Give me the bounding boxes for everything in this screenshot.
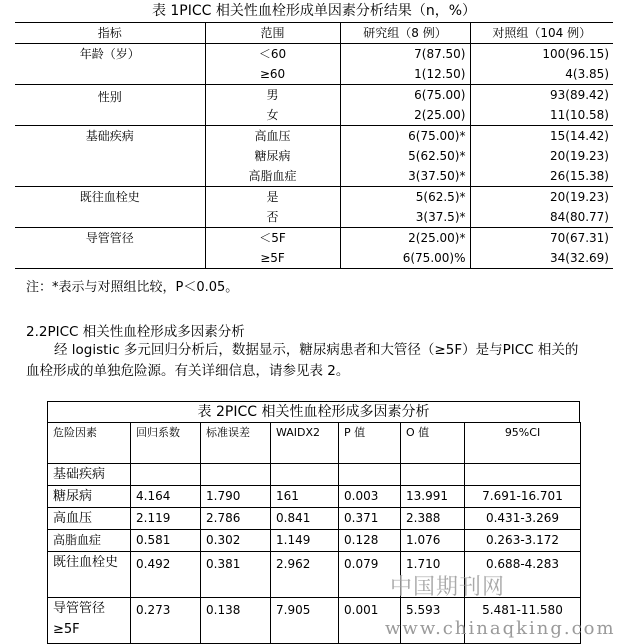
table-1-grid	[15, 23, 613, 269]
ci-cell: 0.431-3.269	[465, 508, 581, 530]
indicator-catheter: 导管管径	[15, 228, 205, 269]
wald-cell: 7.905	[271, 598, 339, 644]
table-row	[15, 187, 613, 208]
table-2	[47, 401, 580, 644]
range-cell: 是	[205, 187, 340, 208]
empty-cell	[131, 464, 201, 486]
category-cell: 基础疾病	[48, 464, 131, 486]
table-row	[48, 530, 581, 552]
or-cell: 5.593	[401, 598, 465, 644]
wald-cell: 0.841	[271, 508, 339, 530]
control-cell: 34(32.69)	[470, 248, 613, 269]
se-cell: 0.138	[201, 598, 271, 644]
range-cell: 女	[205, 105, 340, 126]
se-cell: 2.786	[201, 508, 271, 530]
indicator-disease: 基础疾病	[15, 126, 205, 187]
study-cell: 3(37.5)*	[340, 207, 470, 228]
control-cell: 26(15.38)	[470, 166, 613, 187]
header-p: P 值	[339, 423, 401, 464]
coef-cell: 0.273	[131, 598, 201, 644]
control-cell: 11(10.58)	[470, 105, 613, 126]
range-cell: ＜5F	[205, 228, 340, 249]
control-cell: 93(89.42)	[550, 88, 609, 102]
p-cell: 0.128	[339, 530, 401, 552]
table-row	[48, 486, 581, 508]
control-cell: 70(67.31)	[550, 231, 609, 245]
watermark-url: www.chinaqking.com	[385, 618, 616, 639]
header-ci: 95%CI	[465, 423, 581, 464]
p-cell: 0.079	[339, 552, 401, 598]
wald-cell: 2.962	[271, 552, 339, 598]
header-indicator: 指标	[15, 23, 205, 44]
range-cell: 高血压	[205, 126, 340, 147]
or-cell: 13.991	[401, 486, 465, 508]
header-coef: 回归系数	[131, 423, 201, 464]
header-se: 标准误差	[201, 423, 271, 464]
control-cell: 20(19.23)	[550, 190, 609, 204]
study-cell: 3(37.50)*	[340, 166, 470, 187]
empty-cell	[271, 464, 339, 486]
study-cell: 2(25.00)	[340, 105, 470, 126]
coef-cell: 0.581	[131, 530, 201, 552]
control-cell: 15(14.42)	[550, 129, 609, 143]
or-cell: 1.710	[401, 552, 465, 598]
indicator-history: 既往血栓史	[15, 187, 205, 228]
indicator-age: 年龄（岁）	[15, 44, 205, 85]
header-control-group: 对照组（104 例）	[470, 23, 613, 44]
se-cell: 0.381	[201, 552, 271, 598]
table-row	[48, 508, 581, 530]
se-cell: 1.790	[201, 486, 271, 508]
range-cell: 高脂血症	[205, 166, 340, 187]
study-cell: 6(75.00)%	[340, 248, 470, 269]
factor-cell: 导管管径≥5F	[48, 598, 131, 644]
table-row	[15, 228, 613, 249]
wald-cell: 161	[271, 486, 339, 508]
study-cell: 6(75.00)	[340, 85, 470, 106]
empty-cell	[401, 464, 465, 486]
se-cell: 0.302	[201, 530, 271, 552]
empty-cell	[339, 464, 401, 486]
range-cell: ＜60	[205, 44, 340, 65]
factor-cell: 高血压	[48, 508, 131, 530]
table-row	[48, 464, 581, 486]
range-cell: ≥5F	[205, 248, 340, 269]
section-heading: 2.2PICC 相关性血栓形成多因素分析	[26, 324, 245, 340]
wald-cell: 1.149	[271, 530, 339, 552]
study-cell: 7(87.50)	[340, 44, 470, 65]
ci-cell: 0.263-3.172	[465, 530, 581, 552]
study-cell: 5(62.50)*	[340, 146, 470, 166]
table-2-header-row	[48, 423, 581, 464]
empty-cell	[465, 464, 581, 486]
range-cell: ≥60	[205, 64, 340, 85]
p-cell: 0.371	[339, 508, 401, 530]
header-study-group: 研究组（8 例）	[340, 23, 470, 44]
study-cell: 2(25.00)*	[340, 228, 470, 249]
control-cell: 84(80.77)	[470, 207, 613, 228]
p-cell: 0.003	[339, 486, 401, 508]
table-1	[15, 0, 613, 269]
table-1-header-row	[15, 23, 613, 44]
or-cell: 2.388	[401, 508, 465, 530]
or-cell: 1.076	[401, 530, 465, 552]
ci-cell: 7.691-16.701	[465, 486, 581, 508]
table-1-title: 表 1PICC 相关性血栓形成单因素分析结果（n，%）	[15, 0, 613, 23]
header-or: O 值	[401, 423, 465, 464]
study-cell: 1(12.50)	[340, 64, 470, 85]
table-row	[15, 44, 613, 65]
header-wald: WAIDX2	[271, 423, 339, 464]
control-cell: 20(19.23)	[550, 149, 609, 163]
coef-cell: 0.492	[131, 552, 201, 598]
study-cell: 5(62.5)*	[340, 187, 470, 208]
control-cell: 4(3.85)	[470, 64, 613, 85]
factor-cell: 高脂血症	[48, 530, 131, 552]
ci-cell: 5.481-11.580	[465, 598, 581, 644]
table-row	[15, 126, 613, 147]
factor-cell: 糖尿病	[48, 486, 131, 508]
table-2-title: 表 2PICC 相关性血栓形成多因素分析	[47, 401, 580, 422]
study-cell: 6(75.00)*	[340, 126, 470, 147]
coef-cell: 2.119	[131, 508, 201, 530]
factor-cell: 既往血栓史	[48, 552, 131, 598]
header-factor: 危险因素	[48, 423, 131, 464]
coef-cell: 4.164	[131, 486, 201, 508]
range-cell: 否	[205, 207, 340, 228]
watermark-text: 中国期刊网	[390, 575, 506, 600]
empty-cell	[201, 464, 271, 486]
p-cell: 0.001	[339, 598, 401, 644]
ci-cell: 0.688-4.283	[465, 552, 581, 598]
control-cell: 100(96.15)	[542, 47, 609, 61]
table-1-note: 注：*表示与对照组比较，P＜0.05。	[26, 280, 239, 295]
table-2-grid	[47, 422, 581, 644]
section-paragraph: 经 logistic 多元回归分析后，数据显示，糖尿病患者和大管径（≥5F）是与PICC 相关的血栓形成的单独危险源。有关详细信息，请参见表 2。	[26, 342, 579, 379]
table-row	[15, 85, 613, 106]
range-cell: 糖尿病	[205, 146, 340, 166]
range-cell: 男	[205, 85, 340, 106]
header-range: 范围	[205, 23, 340, 44]
indicator-gender: 性别	[15, 85, 205, 126]
